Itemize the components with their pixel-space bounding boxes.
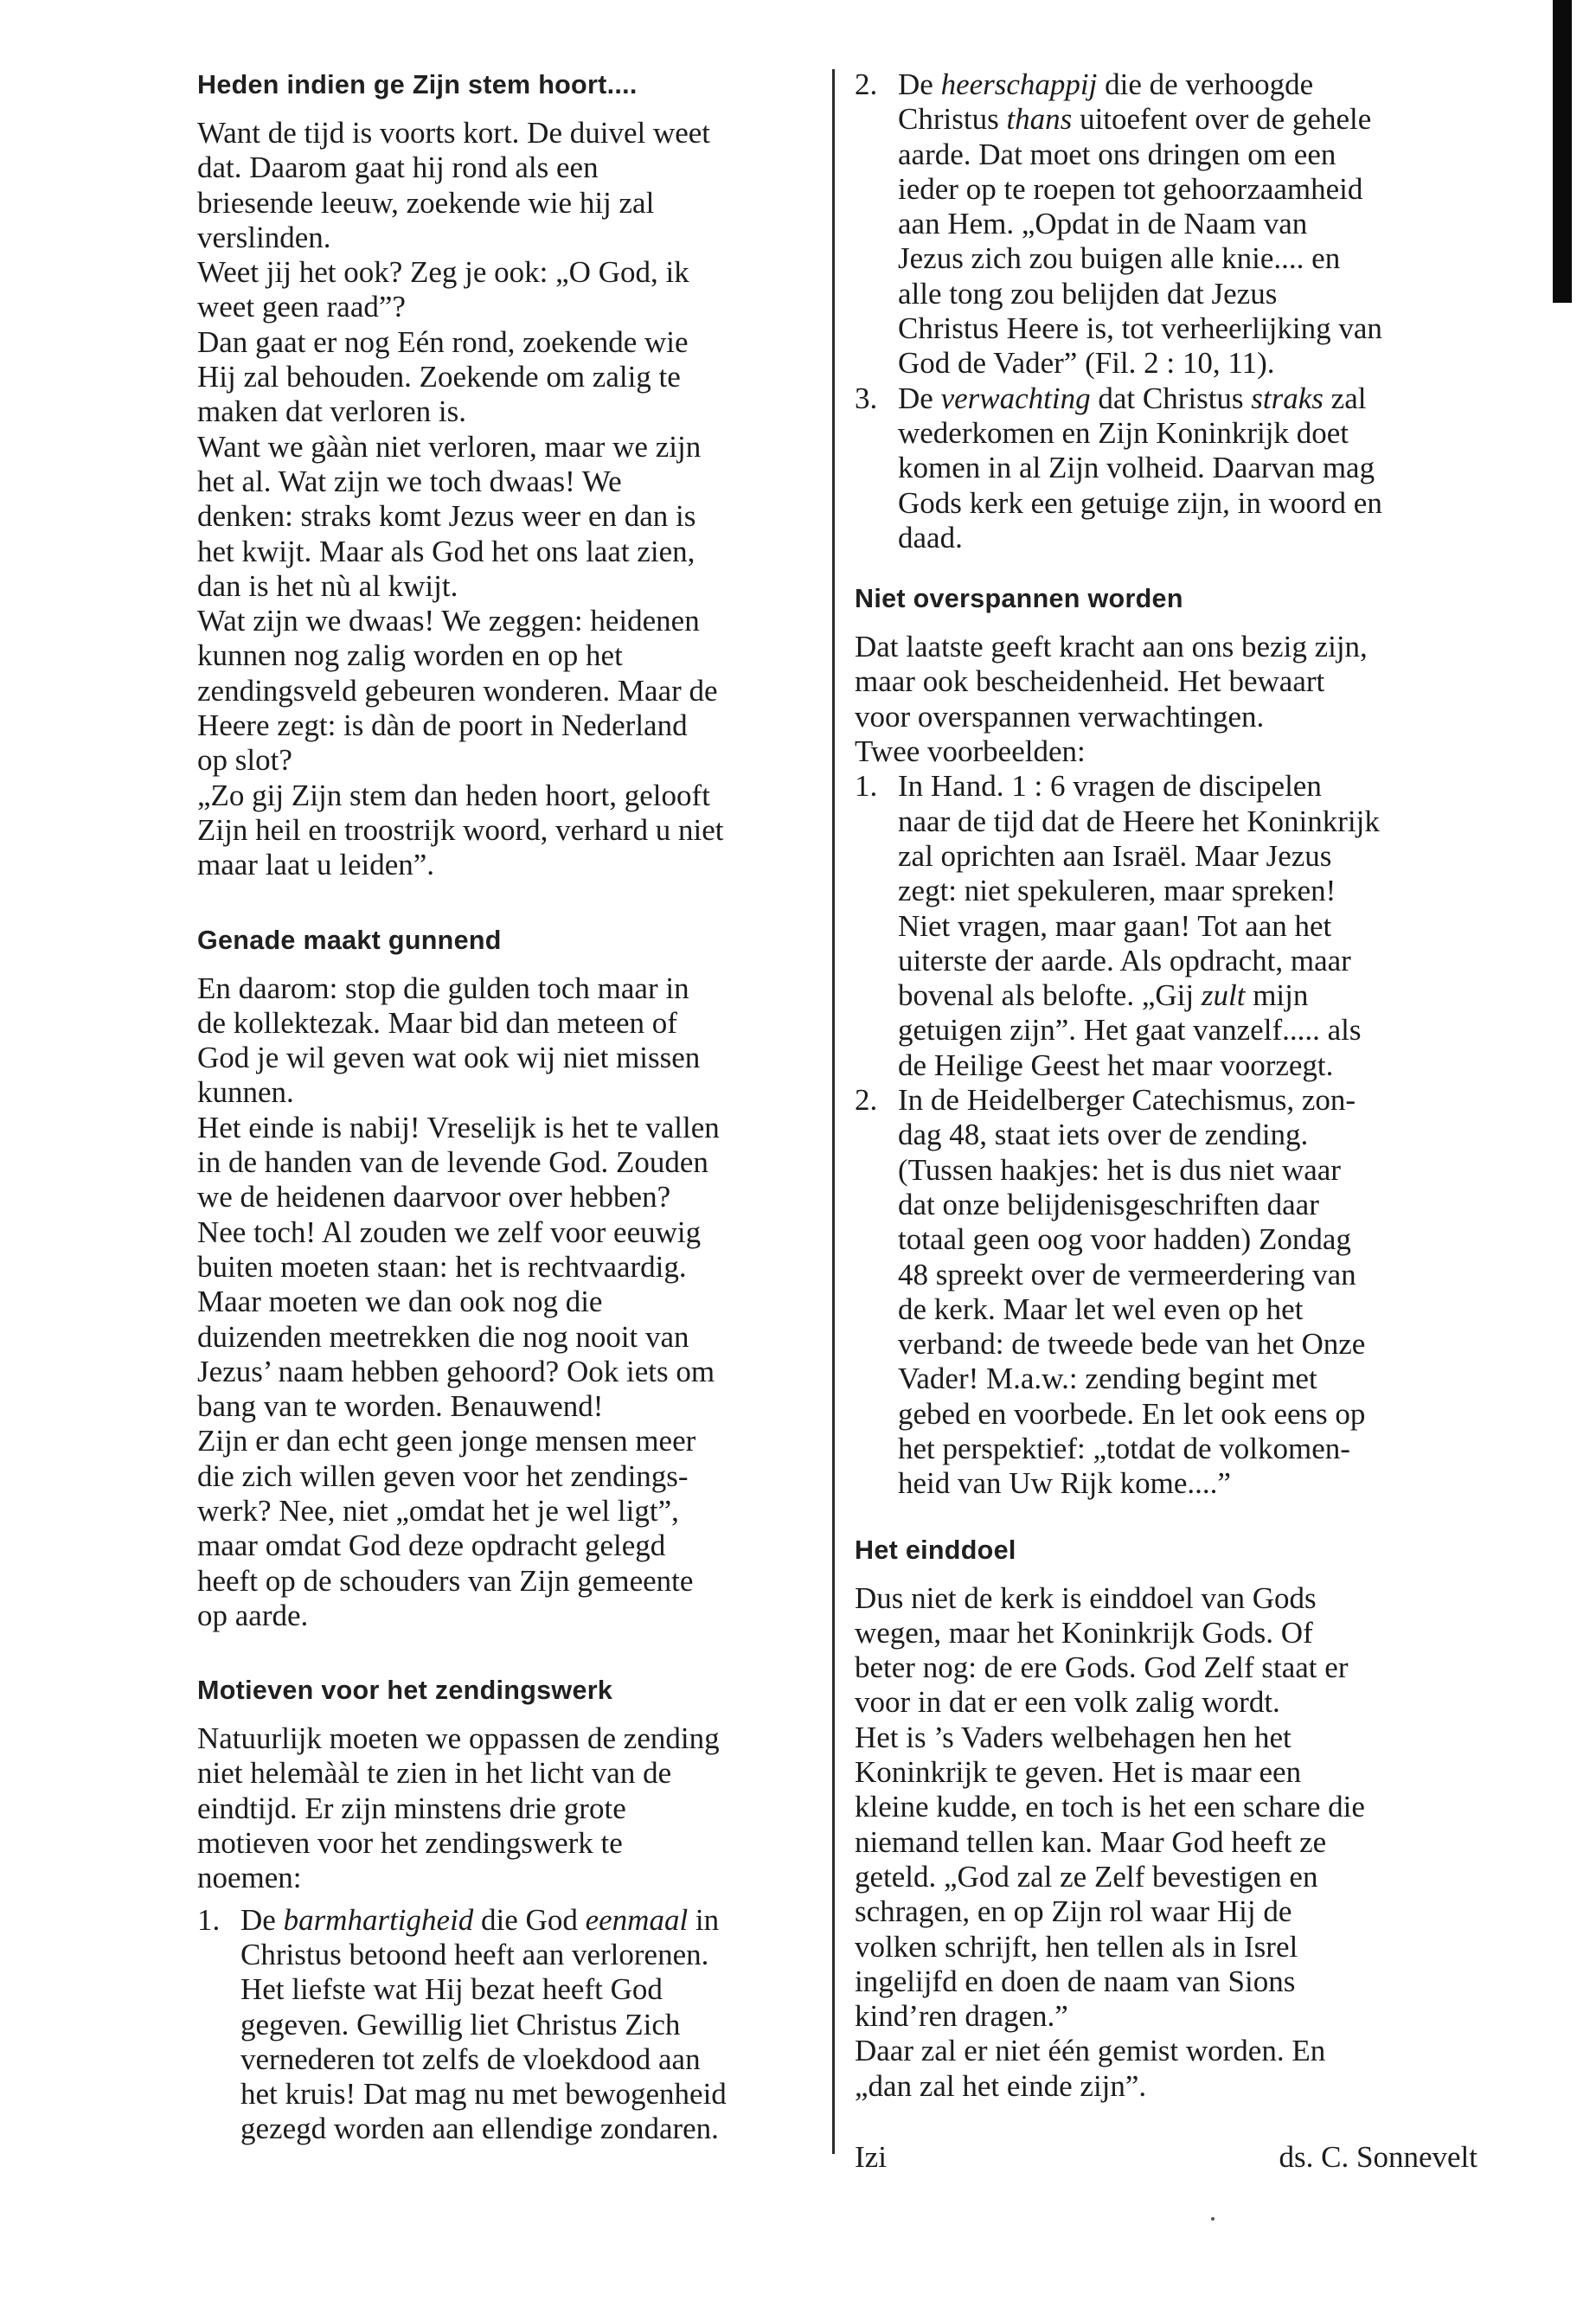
text-line: zal oprichten aan Israël. Maar Jezus — [898, 838, 1332, 873]
text-line: noemen: — [197, 1861, 302, 1895]
column-divider — [832, 69, 835, 2154]
text-line: zegt: niet spekuleren, maar spreken! — [898, 874, 1336, 908]
text-line: niet helemààl te zien in het licht van de — [197, 1756, 672, 1791]
text-line: motieven voor het zendingswerk te — [197, 1826, 623, 1861]
text-line: God de Vader” (Fil. 2 : 10, 11). — [898, 346, 1275, 381]
text-line: het perspektief: „totdat de volkomen- — [898, 1431, 1350, 1465]
text-line: kind’ren dragen.” — [855, 1999, 1068, 2034]
text-line: Christus betoond heeft aan verlorenen. — [240, 1937, 709, 1971]
text-line: naar de tijd dat de Heere het Koninkrijk — [898, 804, 1380, 838]
numbered-item-1 — [197, 1903, 820, 2147]
text-line — [898, 978, 1477, 1013]
text-line: Dat laatste geeft kracht aan ons bezig zijn, — [855, 630, 1368, 664]
text-line: uiterste der aarde. Als opdracht, maar — [898, 943, 1351, 977]
item-text — [240, 1903, 820, 2147]
text-line: wegen, maar het Koninkrijk Gods. Of — [855, 1615, 1313, 1650]
text-line: duizenden meetrekken die nog nooit van — [197, 1319, 689, 1354]
emphasis: straks — [1251, 381, 1324, 415]
text-line: daad. — [898, 520, 963, 554]
text-line: aan Hem. „Opdat in de Naam van — [898, 207, 1308, 241]
text-line: eindtijd. Er zijn minstens drie grote — [197, 1791, 626, 1825]
text-line: wederkomen en Zijn Koninkrijk doet — [898, 415, 1349, 450]
text-line: gegeven. Gewillig liet Christus Zich — [240, 2007, 681, 2041]
paragraph — [855, 1581, 1477, 2104]
text-line: gebed en voorbede. En let ook eens op — [898, 1396, 1366, 1431]
text-line: voor overspannen verwachtingen. — [855, 699, 1265, 734]
text-line: het kruis! Dat mag nu met bewogenheid — [240, 2077, 727, 2112]
text-run: bovenal als belofte. „Gij — [898, 978, 1202, 1013]
text-line: Twee voorbeelden: — [855, 734, 1086, 769]
text-line: Jezus zich zou buigen alle knie.... en — [898, 241, 1341, 276]
item-number: 1. — [197, 1902, 221, 1937]
text-line: dat onze belijdenisgeschriften daar — [898, 1187, 1319, 1221]
text-run: die God — [473, 1902, 586, 1937]
text-line: heid van Uw Rijk kome....” — [898, 1466, 1231, 1501]
text-line: Wat zijn we dwaas! We zeggen: heidenen — [197, 604, 700, 638]
text-line: maken dat verloren is. — [197, 394, 467, 429]
section-heading-motieven: Motieven voor het zendingswerk — [197, 1676, 613, 1706]
text-line: de Heilige Geest het maar voorzegt. — [898, 1048, 1334, 1082]
section-heading-heden: Heden indien ge Zijn stem hoort.... — [197, 70, 638, 99]
text-line: Hij zal behouden. Zoekende om zalig te — [197, 360, 681, 394]
signature-row — [855, 2140, 1477, 2176]
text-run: De — [898, 381, 941, 415]
text-line: de kollektezak. Maar bid dan meteen of — [197, 1005, 677, 1040]
emphasis: zult — [1201, 978, 1246, 1013]
text-line: Niet vragen, maar gaan! Tot aan het — [898, 908, 1332, 943]
emphasis: barmhartigheid — [283, 1902, 474, 1937]
text-line: dag 48, staat iets over de zending. — [898, 1118, 1309, 1152]
text-run: De — [898, 67, 941, 101]
text-line: dan is het nù al kwijt. — [197, 568, 458, 603]
numbered-item-1 — [855, 769, 1477, 1083]
text-line — [898, 67, 1477, 102]
text-line: maar omdat God deze opdracht gelegd — [197, 1529, 666, 1563]
text-line — [898, 381, 1477, 416]
text-line: gezegd worden aan ellendige zondaren. — [240, 2112, 719, 2146]
text-line: op aarde. — [197, 1598, 309, 1632]
emphasis: verwachting — [940, 381, 1091, 415]
text-line: in de handen van de levende God. Zouden — [197, 1145, 708, 1180]
text-line: En daarom: stop die gulden toch maar in — [197, 971, 689, 1005]
text-line: werk? Nee, niet „omdat het je wel ligt”, — [197, 1493, 679, 1528]
text-line: Natuurlijk moeten we oppassen de zending — [197, 1721, 720, 1756]
text-line: voor in dat er een volk zalig wordt. — [855, 1685, 1280, 1720]
text-line: ieder op te roepen tot gehoorzaamheid — [898, 171, 1363, 206]
item-text — [898, 67, 1477, 381]
emphasis: thans — [1006, 102, 1073, 137]
text-line: weet geen raad”? — [197, 290, 406, 324]
text-line: denken: straks komt Jezus weer en dan is — [197, 499, 696, 534]
numbered-item-2 — [855, 67, 1477, 381]
text-line: ingelijfd en doen de naam van Sions — [855, 1964, 1296, 1998]
text-line: In Hand. 1 : 6 vragen de discipelen — [898, 769, 1322, 804]
item-number: 3. — [855, 381, 878, 415]
text-line: komen in al Zijn volheid. Daarvan mag — [898, 451, 1375, 485]
text-line: aarde. Dat moet ons dringen om een — [898, 137, 1336, 171]
text-line: verslinden. — [197, 220, 331, 254]
text-line: schragen, en op Zijn rol waar Hij de — [855, 1894, 1292, 1929]
text-line: In de Heidelberger Catechismus, zon- — [898, 1083, 1356, 1118]
section-heading-niet-overspannen: Niet overspannen worden — [855, 584, 1183, 614]
text-line: Christus Heere is, tot verheerlijking van — [898, 311, 1382, 346]
numbered-item-2 — [855, 1083, 1477, 1502]
right-column — [855, 67, 1477, 2176]
text-run: Christus — [898, 102, 1007, 137]
emphasis: heerschappij — [940, 67, 1098, 101]
paragraph — [197, 116, 820, 883]
text-line: bang van te worden. Benauwend! — [197, 1389, 604, 1424]
page-edge-bar — [1553, 0, 1572, 303]
text-line: totaal geen oog voor hadden) Zondag — [898, 1222, 1351, 1257]
section-heading-einddoel: Het einddoel — [855, 1535, 1016, 1565]
text-line: maar ook bescheidenheid. Het bewaart — [855, 664, 1325, 699]
paragraph — [197, 1721, 820, 1895]
text-line: Want de tijd is voorts kort. De duivel weet — [197, 116, 711, 150]
emphasis: eenmaal — [585, 1902, 689, 1937]
text-line: Dan gaat er nog Eén rond, zoekende wie — [197, 324, 689, 359]
text-line: we de heidenen daarvoor over hebben? — [197, 1180, 671, 1215]
text-run: mijn — [1245, 978, 1309, 1013]
text-line — [898, 102, 1477, 137]
text-run: die de verhoogde — [1097, 67, 1314, 101]
text-line: kunnen. — [197, 1075, 294, 1110]
text-line: alle tong zou belijden dat Jezus — [898, 276, 1278, 311]
text-line: het kwijt. Maar als God het ons laat zien, — [197, 534, 695, 568]
text-line: kunnen nog zalig worden en op het — [197, 638, 623, 673]
text-line: Weet jij het ook? Zeg je ook: „O God, ik — [197, 255, 689, 290]
item-number: 2. — [855, 1083, 878, 1118]
text-line: „dan zal het einde zijn”. — [855, 2068, 1147, 2103]
signature-initials: Izi — [855, 2140, 887, 2175]
text-line: briesende leeuw, zoekende wie hij zal — [197, 185, 655, 220]
paragraph — [855, 630, 1477, 769]
text-line: Zijn heil en troostrijk woord, verhard u niet — [197, 812, 724, 847]
text-line: de kerk. Maar let wel even op het — [898, 1292, 1304, 1326]
text-run: zal — [1323, 381, 1367, 415]
text-line: God je wil geven wat ook wij niet missen — [197, 1041, 701, 1075]
speck — [1211, 2217, 1215, 2221]
numbered-item-3 — [855, 381, 1477, 555]
text-line: Koninkrijk te geven. Het is maar een — [855, 1755, 1302, 1790]
text-line: niemand tellen kan. Maar God heeft ze — [855, 1824, 1327, 1859]
left-column — [197, 67, 820, 2147]
text-line: buiten moeten staan: het is rechtvaardig. — [197, 1249, 687, 1284]
item-text — [898, 1083, 1477, 1502]
text-line: die zich willen geven voor het zendings- — [197, 1458, 689, 1493]
text-line: Jezus’ naam hebben gehoord? Ook iets om — [197, 1354, 715, 1388]
item-number: 2. — [855, 67, 878, 101]
text-line: Daar zal er niet één gemist worden. En — [855, 2034, 1326, 2068]
text-line: Zijn er dan echt geen jonge mensen meer — [197, 1424, 696, 1458]
text-run: uitoefent over de gehele — [1072, 102, 1372, 137]
text-line: verband: de tweede bede van het Onze — [898, 1327, 1366, 1362]
text-line: Maar moeten we dan ook nog die — [197, 1285, 603, 1319]
text-line: Het einde is nabij! Vreselijk is het te vallen — [197, 1110, 720, 1144]
text-line: Het is ’s Vaders welbehagen hen het — [855, 1720, 1292, 1754]
text-line: Heere zegt: is dàn de poort in Nederland — [197, 708, 688, 743]
signature-author: ds. C. Sonnevelt — [1279, 2140, 1477, 2175]
text-line: getuigen zijn”. Het gaat vanzelf..... als — [898, 1013, 1362, 1048]
text-line: 48 spreekt over de vermeerdering van — [898, 1257, 1356, 1292]
text-line: het al. Wat zijn we toch dwaas! We — [197, 464, 622, 498]
text-line: beter nog: de ere Gods. God Zelf staat er — [855, 1650, 1349, 1685]
text-line: „Zo gij Zijn stem dan heden hoort, gelooft — [197, 778, 710, 812]
text-line: Het liefste wat Hij bezat heeft God — [240, 1972, 663, 2007]
text-line: Want we gààn niet verloren, maar we zijn — [197, 429, 702, 464]
text-line: heeft op de schouders van Zijn gemeente — [197, 1563, 694, 1598]
text-line: volken schrijft, hen tellen als in Isrel — [855, 1929, 1298, 1964]
text-run: in — [688, 1902, 720, 1937]
text-line: zendingsveld gebeuren wonderen. Maar de — [197, 673, 718, 708]
item-number: 1. — [855, 769, 878, 804]
paragraph — [197, 971, 820, 1634]
text-line: op slot? — [197, 743, 292, 778]
text-line — [240, 1903, 820, 1938]
text-run: dat Christus — [1090, 381, 1252, 415]
text-line: Dus niet de kerk is einddoel van Gods — [855, 1580, 1317, 1615]
item-text — [898, 769, 1477, 1083]
text-line: kleine kudde, en toch is het een schare die — [855, 1790, 1365, 1824]
text-line: Nee toch! Al zouden we zelf voor eeuwig — [197, 1215, 702, 1249]
text-line: geteld. „God zal ze Zelf bevestigen en — [855, 1859, 1318, 1894]
text-run: De — [240, 1902, 284, 1937]
text-line: Vader! M.a.w.: zending begint met — [898, 1362, 1317, 1396]
section-heading-genade: Genade maakt gunnend — [197, 925, 502, 955]
text-line: maar laat u leiden”. — [197, 848, 435, 882]
text-line: Gods kerk een getuige zijn, in woord en — [898, 485, 1382, 520]
text-line: dat. Daarom gaat hij rond als een — [197, 151, 599, 185]
text-line: vernederen tot zelfs de vloekdood aan — [240, 2041, 701, 2076]
item-text — [898, 381, 1477, 555]
text-line: (Tussen haakjes: het is dus niet waar — [898, 1152, 1341, 1187]
